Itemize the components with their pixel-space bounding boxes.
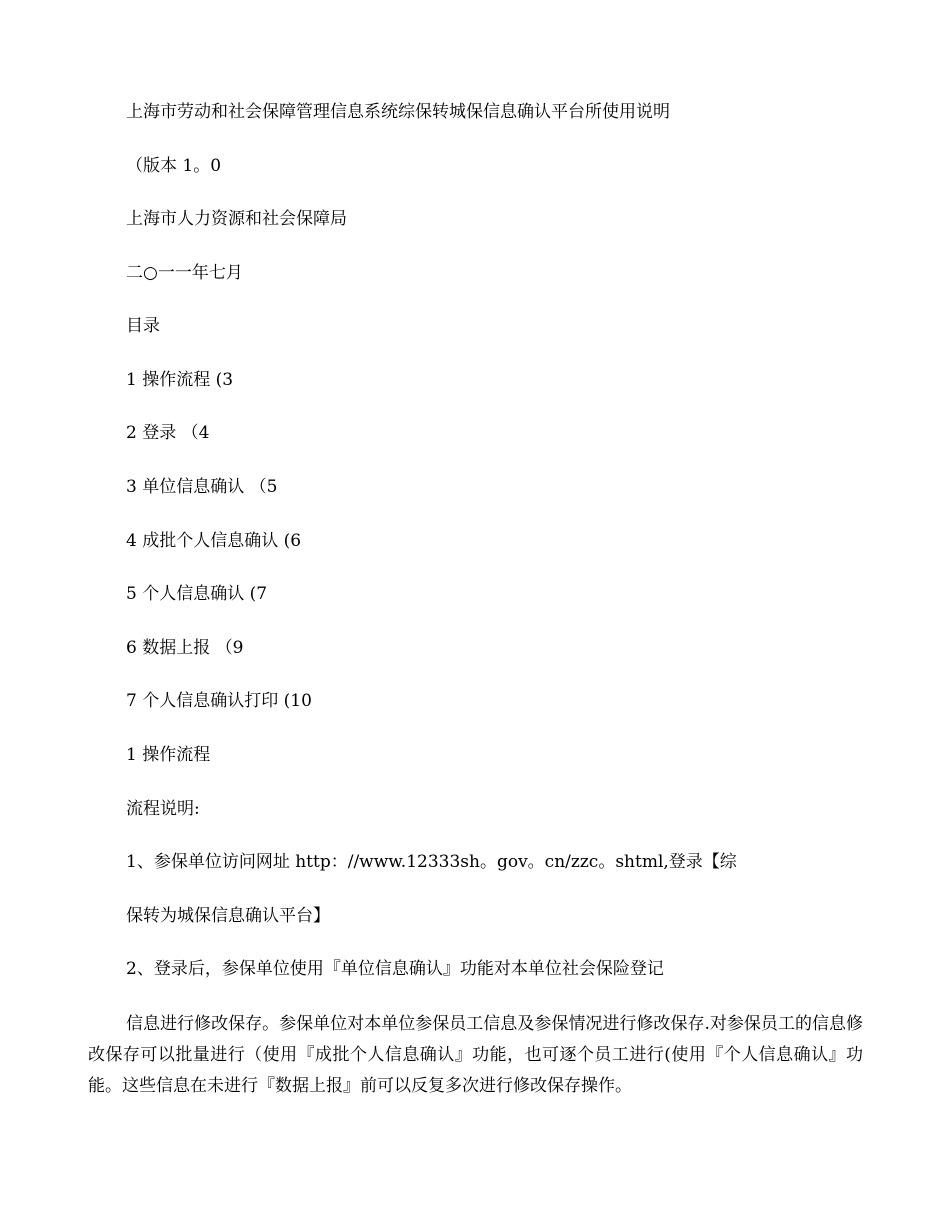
- toc-item: 4 成批个人信息确认 (6: [126, 531, 302, 551]
- toc-item: 1 操作流程 (3: [126, 370, 234, 390]
- document-title: 上海市劳动和社会保障管理信息系统综保转城保信息确认平台所使用说明: [126, 102, 670, 122]
- agency-name: 上海市人力资源和社会保障局: [126, 209, 347, 229]
- step-1-line-2: 保转为城保信息确认平台】: [126, 906, 330, 926]
- step-2-line-1: 2、登录后，参保单位使用『单位信息确认』功能对本单位社会保险登记: [126, 959, 664, 979]
- toc-heading: 目录: [126, 316, 160, 336]
- body-paragraph: 信息进行修改保存。参保单位对本单位参保员工信息及参保情况进行修改保存.对参保员工的信息修改保存可以批量进行（使用『成批个人信息确认』功能，也可逐个员工进行(使用『个人信息确认』功能。这些信息在未进行『数据上报』前可以反复多次进行修改保存操作。: [88, 1014, 863, 1096]
- toc-item: 3 单位信息确认 （5: [126, 477, 278, 497]
- toc-item: 7 个人信息确认打印 (10: [126, 691, 312, 711]
- step-1-line-1: 1、参保单位访问网址 http：//www.12333sh。gov。cn/zzc。shtml,登录【综: [126, 852, 737, 872]
- publish-date: 二○一一年七月: [126, 263, 243, 283]
- version-text: （版本 1。0: [126, 156, 222, 176]
- toc-item: 5 个人信息确认 (7: [126, 584, 268, 604]
- flow-label: 流程说明:: [126, 799, 200, 819]
- toc-item: 6 数据上报 （9: [126, 638, 244, 658]
- toc-item: 2 登录 （4: [126, 423, 210, 443]
- section-heading: 1 操作流程: [126, 745, 211, 765]
